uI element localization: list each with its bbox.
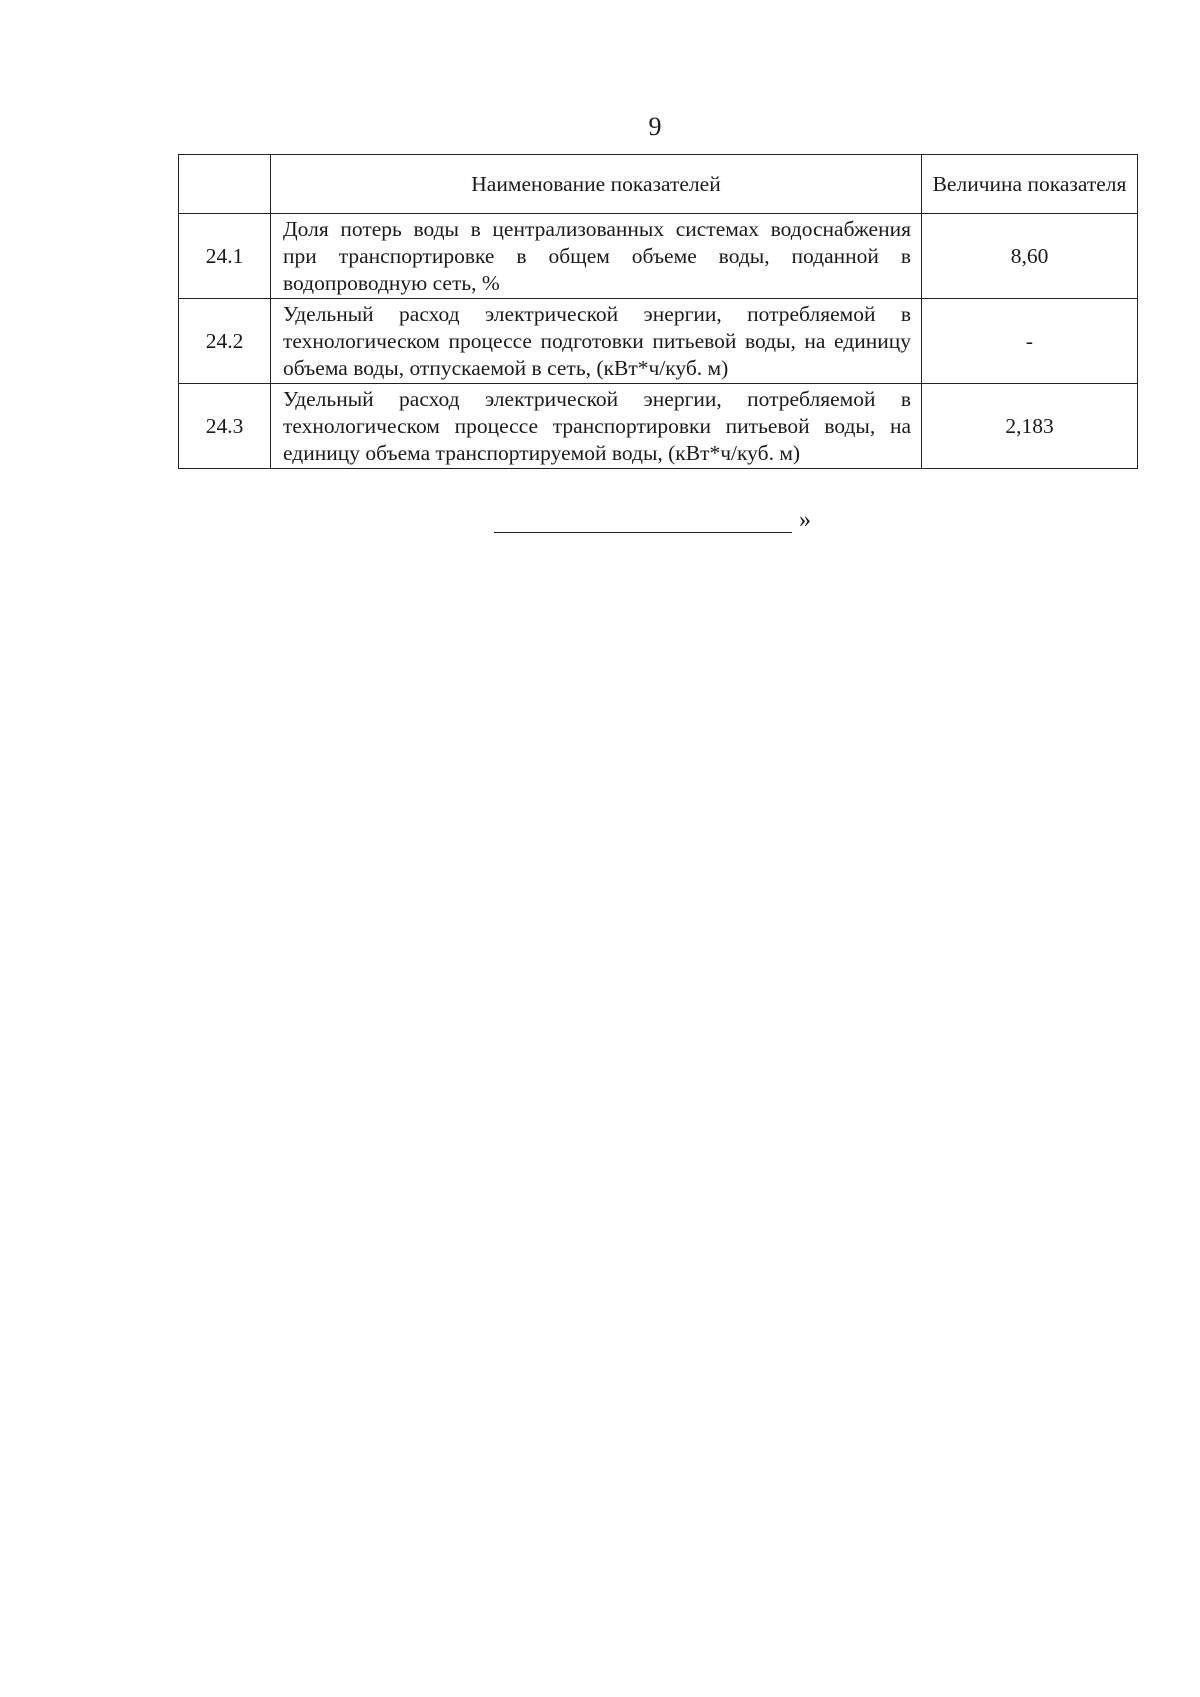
page-number: 9 bbox=[648, 112, 662, 141]
row-indicator-value: - bbox=[922, 299, 1138, 384]
closing-quote: » bbox=[799, 507, 811, 533]
row-indicator-value: 2,183 bbox=[922, 384, 1138, 469]
closing-line bbox=[494, 507, 811, 536]
table-row bbox=[179, 214, 1138, 299]
row-indicator-value: 8,60 bbox=[922, 214, 1138, 299]
table-row bbox=[179, 299, 1138, 384]
row-indicator-name: Удельный расход электрической энергии, потребляемой в технологическом процессе транспортировки питьевой воды, на единицу объема транспортируемой воды, (кВт*ч/куб. м) bbox=[271, 384, 922, 469]
row-number: 24.3 bbox=[179, 384, 271, 469]
header-name-cell: Наименование показателей bbox=[271, 155, 922, 214]
header-number-cell bbox=[179, 155, 271, 214]
table-row bbox=[179, 384, 1138, 469]
row-number: 24.1 bbox=[179, 214, 271, 299]
row-number: 24.2 bbox=[179, 299, 271, 384]
closing-rule bbox=[494, 532, 792, 533]
header-value-cell: Величина показателя bbox=[922, 155, 1138, 214]
indicators-table bbox=[178, 154, 1138, 469]
row-indicator-name: Удельный расход электрической энергии, потребляемой в технологическом процессе подготовки питьевой воды, на единицу объема воды, отпускаемой в сеть, (кВт*ч/куб. м) bbox=[271, 299, 922, 384]
row-indicator-name: Доля потерь воды в централизованных системах водоснабжения при транспортировке в общем объеме воды, поданной в водопроводную сеть, % bbox=[271, 214, 922, 299]
table-header-row bbox=[179, 155, 1138, 214]
